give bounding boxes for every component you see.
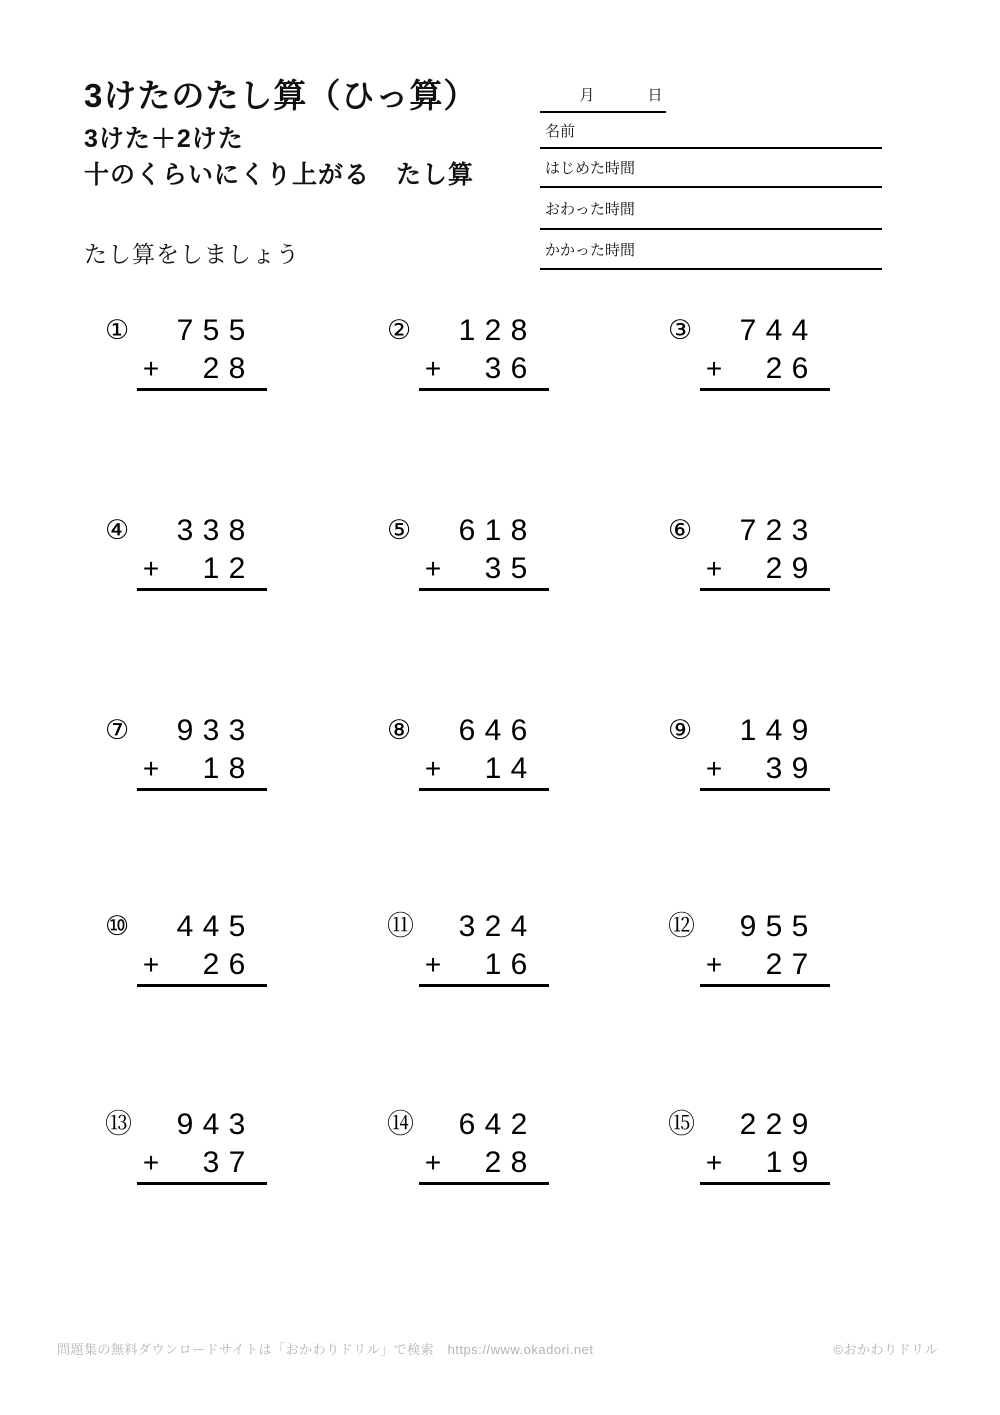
digit: 6 [458, 514, 476, 547]
digit: 1 [202, 552, 220, 585]
digit: 2 [510, 1108, 528, 1141]
page-title: 3けたのたし算（ひっ算） [84, 77, 478, 114]
top-operand [454, 912, 532, 942]
digit: 9 [739, 910, 757, 943]
problem-number: ⑤ [387, 515, 412, 545]
digit: 3 [176, 514, 194, 547]
top-operand [172, 912, 250, 942]
top-operand [172, 716, 250, 746]
plus-sign: + [705, 553, 723, 584]
digit: 2 [484, 910, 502, 943]
problem-number: ④ [105, 515, 130, 545]
plus-sign: + [424, 1147, 442, 1178]
digit: 5 [228, 314, 246, 347]
top-operand [172, 316, 250, 346]
digit: 5 [202, 314, 220, 347]
bottom-operand [761, 950, 813, 980]
digit: 9 [791, 552, 809, 585]
digit: 8 [510, 1146, 528, 1179]
top-operand [735, 316, 813, 346]
digit: 1 [484, 514, 502, 547]
problem-4 [105, 514, 267, 598]
digit: 5 [228, 910, 246, 943]
digit: 6 [510, 948, 528, 981]
problem-3 [668, 314, 830, 398]
bottom-operand [198, 354, 250, 384]
digit: 9 [791, 752, 809, 785]
answer-line [419, 388, 549, 391]
digit: 8 [228, 514, 246, 547]
digit: 2 [765, 948, 783, 981]
name-label: 名前 [545, 122, 576, 140]
plus-sign: + [424, 353, 442, 384]
digit: 4 [765, 314, 783, 347]
bottom-operand [761, 754, 813, 784]
digit: 3 [202, 1146, 220, 1179]
digit: 4 [791, 314, 809, 347]
digit: 2 [739, 1108, 757, 1141]
answer-line [137, 388, 267, 391]
plus-sign: + [142, 949, 160, 980]
digit: 2 [202, 948, 220, 981]
problem-number: ⑨ [668, 715, 693, 745]
problem-number: ⑩ [105, 911, 130, 941]
digit: 7 [176, 314, 194, 347]
problem-9 [668, 714, 830, 798]
digit: 6 [228, 948, 246, 981]
digit: 3 [791, 514, 809, 547]
answer-line [137, 788, 267, 791]
problem-number: ② [387, 315, 412, 345]
bottom-operand [480, 754, 532, 784]
digit: 6 [510, 714, 528, 747]
bottom-operand [198, 1148, 250, 1178]
start-time-label: はじめた時間 [545, 160, 636, 177]
digit: 1 [484, 948, 502, 981]
digit: 8 [228, 352, 246, 385]
problem-number: ⑭ [387, 1109, 414, 1139]
plus-sign: + [142, 353, 160, 384]
problem-1 [105, 314, 267, 398]
digit: 3 [484, 352, 502, 385]
answer-line [419, 984, 549, 987]
digit: 2 [228, 552, 246, 585]
digit: 4 [202, 1108, 220, 1141]
answer-line [137, 1182, 267, 1185]
digit: 2 [765, 1108, 783, 1141]
digit: 2 [484, 314, 502, 347]
problem-number: ⑥ [668, 515, 693, 545]
digit: 1 [458, 314, 476, 347]
answer-line [137, 984, 267, 987]
digit: 6 [458, 714, 476, 747]
plus-sign: + [142, 553, 160, 584]
digit: 1 [739, 714, 757, 747]
top-operand [454, 716, 532, 746]
problem-14 [387, 1108, 549, 1192]
digit: 3 [228, 714, 246, 747]
problem-2 [387, 314, 549, 398]
digit: 8 [510, 314, 528, 347]
digit: 9 [791, 1108, 809, 1141]
digit: 7 [739, 314, 757, 347]
digit: 2 [484, 1146, 502, 1179]
problem-5 [387, 514, 549, 598]
bottom-operand [761, 354, 813, 384]
top-operand [172, 516, 250, 546]
plus-sign: + [142, 753, 160, 784]
answer-line [700, 984, 830, 987]
digit: 6 [458, 1108, 476, 1141]
digit: 4 [176, 910, 194, 943]
answer-line [137, 588, 267, 591]
top-operand [172, 1110, 250, 1140]
end-time-label: おわった時間 [545, 200, 635, 218]
bottom-operand [480, 1148, 532, 1178]
elapsed-time-label: かかった時間 [545, 241, 636, 259]
footer-copyright: ©おかわりドリル [833, 1342, 938, 1357]
bottom-operand [480, 950, 532, 980]
answer-line [419, 788, 549, 791]
plus-sign: + [424, 949, 442, 980]
problem-number: ⑬ [105, 1109, 132, 1139]
digit: 6 [510, 352, 528, 385]
digit: 5 [765, 910, 783, 943]
top-operand [735, 912, 813, 942]
plus-sign: + [424, 753, 442, 784]
digit: 8 [510, 514, 528, 547]
digit: 5 [791, 910, 809, 943]
digit: 3 [228, 1108, 246, 1141]
digit: 2 [765, 552, 783, 585]
answer-line [419, 1182, 549, 1185]
bottom-operand [198, 950, 250, 980]
day-label: 日 [647, 87, 663, 104]
digit: 3 [202, 514, 220, 547]
problem-number: ③ [668, 315, 693, 345]
problem-number: ⑦ [105, 715, 130, 745]
problem-number: ① [105, 315, 130, 345]
digit: 5 [510, 552, 528, 585]
digit: 9 [791, 714, 809, 747]
problem-number: ⑧ [387, 715, 412, 745]
top-operand [454, 1110, 532, 1140]
page-subtitle-digits: 3けた＋2けた [84, 125, 244, 153]
digit: 4 [510, 752, 528, 785]
plus-sign: + [142, 1147, 160, 1178]
digit: 2 [202, 352, 220, 385]
digit: 7 [791, 948, 809, 981]
digit: 7 [228, 1146, 246, 1179]
digit: 7 [739, 514, 757, 547]
bottom-operand [761, 1148, 813, 1178]
top-operand [454, 316, 532, 346]
bottom-operand [480, 554, 532, 584]
top-operand [735, 1110, 813, 1140]
problem-6 [668, 514, 830, 598]
problem-number: ⑫ [668, 911, 695, 941]
answer-line [700, 1182, 830, 1185]
answer-line [700, 788, 830, 791]
digit: 4 [202, 910, 220, 943]
plus-sign: + [705, 753, 723, 784]
problem-number: ⑪ [387, 911, 414, 941]
digit: 9 [176, 714, 194, 747]
plus-sign: + [424, 553, 442, 584]
plus-sign: + [705, 1147, 723, 1178]
footer-site-text: 問題集の無料ダウンロードサイトは「おかわりドリル」で検索 https://www.okadori.net [57, 1342, 594, 1357]
plus-sign: + [705, 949, 723, 980]
problem-number: ⑮ [668, 1109, 695, 1139]
problem-15 [668, 1108, 830, 1192]
top-operand [454, 516, 532, 546]
bottom-operand [480, 354, 532, 384]
problem-13 [105, 1108, 267, 1192]
digit: 8 [228, 752, 246, 785]
digit: 9 [176, 1108, 194, 1141]
answer-line [700, 588, 830, 591]
digit: 9 [791, 1146, 809, 1179]
bottom-operand [198, 554, 250, 584]
digit: 3 [458, 910, 476, 943]
digit: 2 [765, 514, 783, 547]
answer-line [700, 388, 830, 391]
digit: 3 [202, 714, 220, 747]
digit: 4 [510, 910, 528, 943]
top-operand [735, 716, 813, 746]
digit: 3 [484, 552, 502, 585]
bottom-operand [761, 554, 813, 584]
digit: 1 [202, 752, 220, 785]
digit: 2 [765, 352, 783, 385]
digit: 3 [765, 752, 783, 785]
page-subtitle-carry: 十のくらいにくり上がる たし算 [84, 161, 475, 189]
digit: 1 [765, 1146, 783, 1179]
problem-10 [105, 910, 267, 994]
bottom-operand [198, 754, 250, 784]
problem-11 [387, 910, 549, 994]
instruction-text: たし算をしましょう [84, 241, 300, 267]
plus-sign: + [705, 353, 723, 384]
top-operand [735, 516, 813, 546]
answer-line [419, 588, 549, 591]
digit: 1 [484, 752, 502, 785]
month-label: 月 [579, 87, 595, 104]
digit: 6 [791, 352, 809, 385]
problem-7 [105, 714, 267, 798]
digit: 4 [484, 714, 502, 747]
problem-12 [668, 910, 830, 994]
digit: 4 [484, 1108, 502, 1141]
problem-8 [387, 714, 549, 798]
digit: 4 [765, 714, 783, 747]
